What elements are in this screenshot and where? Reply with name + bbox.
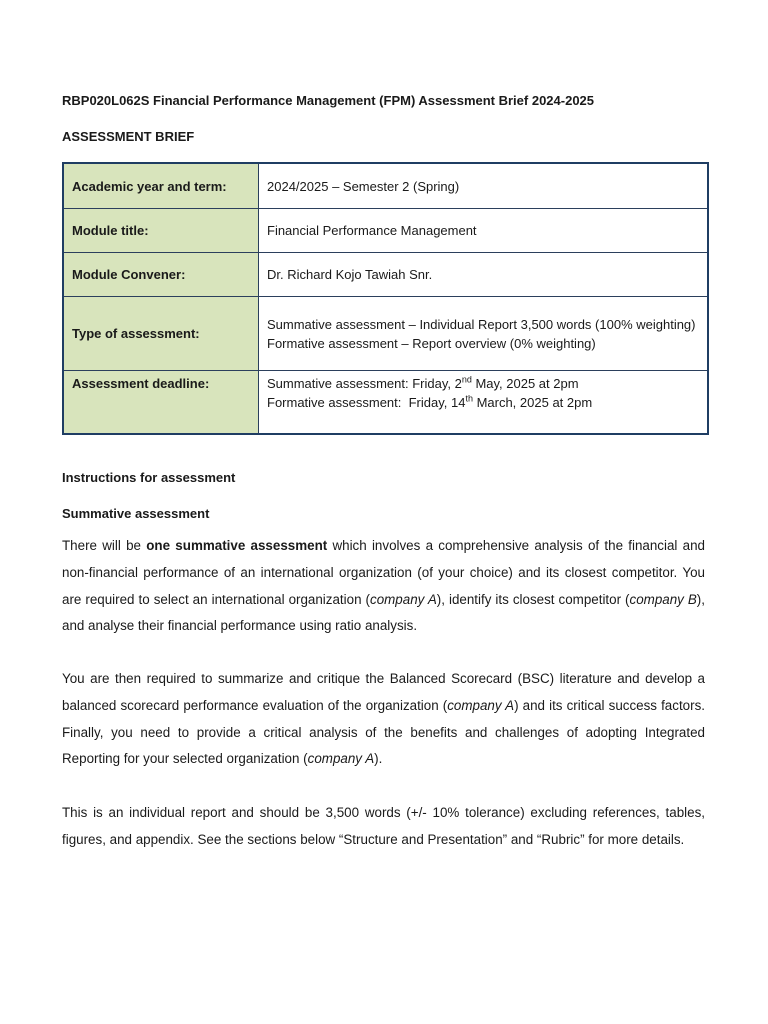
- table-row-module-title: [63, 209, 708, 253]
- academic-year-label: Academic year and term:: [63, 163, 259, 209]
- module-convener-label: Module Convener:: [63, 253, 259, 297]
- formative-deadline: Formative assessment: Friday, 14th March, 2025 at 2pm: [267, 393, 593, 410]
- summative-description-paragraph: There will be one summative assessment which involves a comprehensive analysis of the financial and non-financial performance of an international organization (of your choice) and its closest competitor. You are required to select an international organization (company A), identify its closest competitor (company B), and analyse their financial performance using ratio analysis.: [62, 538, 705, 634]
- academic-year-value: 2024/2025 – Semester 2 (Spring): [259, 163, 709, 209]
- summative-assessment-heading: Summative assessment: [62, 506, 210, 521]
- assessment-deadline-value: [259, 371, 709, 435]
- assessment-deadline-label: Assessment deadline:: [63, 371, 259, 435]
- module-title-label: Module title:: [63, 209, 259, 253]
- document-title: RBP020L062S Financial Performance Management (FPM) Assessment Brief 2024-2025: [62, 93, 595, 108]
- word-count-paragraph: This is an individual report and should be 3,500 words (+/- 10% tolerance) excluding references, tables, figures, and appendix. See the sections below “Structure and Presentation” and “Rubric” for more details.: [62, 805, 705, 847]
- assessment-info-table: [62, 162, 709, 435]
- assessment-type-formative: Formative assessment – Report overview (0% weighting): [267, 335, 596, 351]
- assessment-type-summative: Summative assessment – Individual Report 3,500 words (100% weighting): [267, 316, 696, 332]
- table-row-module-convener: [63, 253, 708, 297]
- table-row-assessment-deadline: [63, 371, 708, 435]
- summative-deadline: Summative assessment: Friday, 2nd May, 2025 at 2pm: [267, 374, 579, 391]
- instructions-heading: Instructions for assessment: [62, 470, 236, 485]
- table-row-assessment-type: [63, 297, 708, 371]
- assessment-brief-label: ASSESSMENT BRIEF: [62, 129, 195, 144]
- assessment-type-value: [259, 297, 709, 371]
- assessment-type-label: Type of assessment:: [63, 297, 259, 371]
- module-title-value: Financial Performance Management: [259, 209, 709, 253]
- module-convener-value: Dr. Richard Kojo Tawiah Snr.: [259, 253, 709, 297]
- bsc-task-paragraph: You are then required to summarize and critique the Balanced Scorecard (BSC) literature and develop a balanced scorecard performance evaluation of the organization (company A) and its critical success factors. Finally, you need to provide a critical analysis of the benefits and challenges of adopting Integrated Reporting for your selected organization (company A).: [62, 671, 705, 767]
- table-row-academic-year: [63, 163, 708, 209]
